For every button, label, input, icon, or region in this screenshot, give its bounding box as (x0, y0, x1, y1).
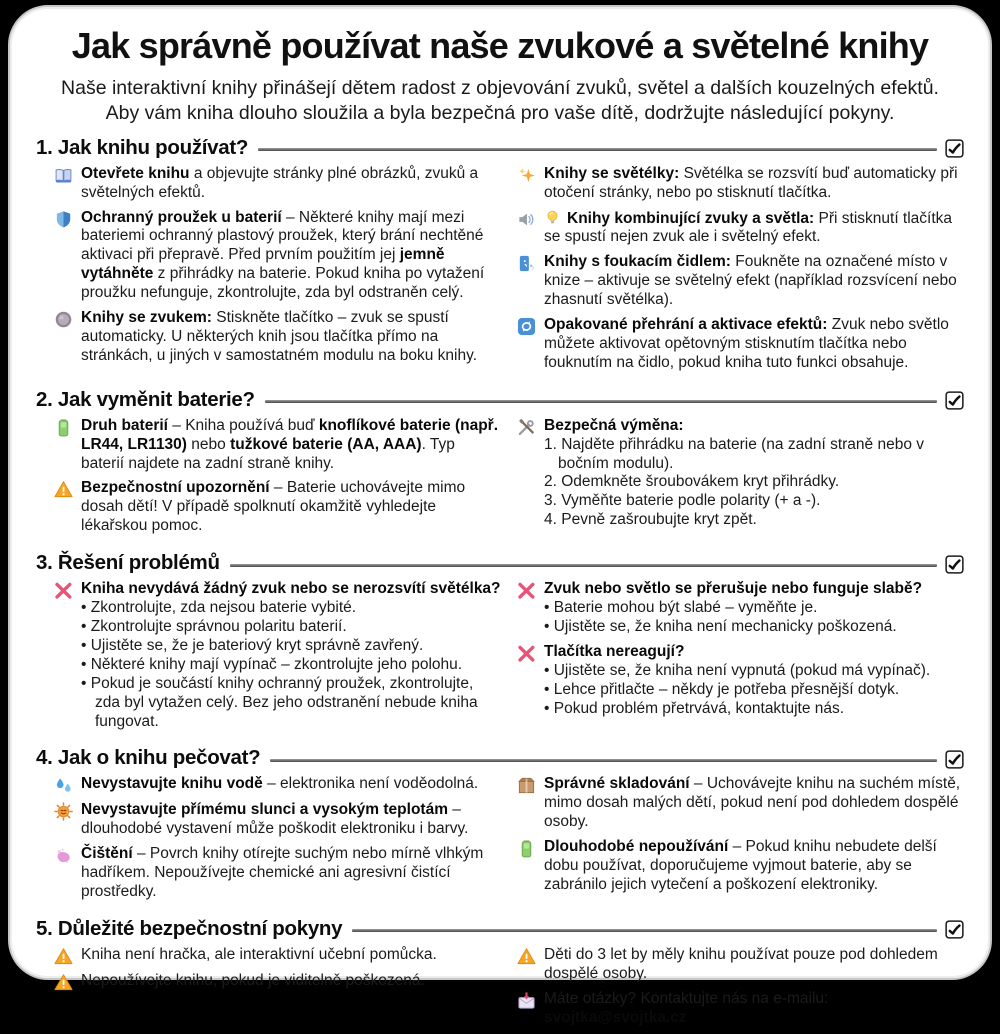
item-sub-line: • Některé knihy mají vypínač – zkontrolujte jeho polohu. (81, 655, 463, 673)
section-header (36, 551, 964, 575)
item-text (544, 316, 964, 373)
list-item (517, 946, 964, 984)
item-text-bold: Knihy se světélky: (544, 164, 680, 182)
item-text-span: – Některé knihy mají mezi bateriemi ochranný plastový proužek, který brání nechtěné aktivaci při přepravě. Před prvním použitím jej (81, 208, 484, 264)
section-rule (352, 929, 937, 932)
item-sub-line: 4. Pevně zašroubujte kryt zpět. (544, 511, 757, 529)
column-right (517, 580, 964, 737)
list-item (517, 417, 964, 530)
item-text (81, 209, 501, 304)
item-text-bold: Knihy se zvukem: (81, 309, 212, 327)
list-item (54, 309, 501, 366)
water-drops-icon (54, 775, 81, 795)
item-text-bold: Druh baterií (81, 416, 168, 434)
section-header (36, 136, 964, 160)
item-text-bold: Dlouhodobé nepoužívání (544, 838, 729, 856)
item-text-bold: Knihy s foukacím čidlem: (544, 253, 731, 271)
section-rule (258, 148, 937, 151)
item-sub-line: 3. Vyměňte baterie podle polarity (+ a -). (544, 492, 821, 510)
item-sub-line: • Pokud je součástí knihy ochranný proužek, zkontrolujte, zda byl vytažen celý. Bez jeho odstranění nebude kniha fungovat. (81, 674, 478, 730)
sparkles-icon (517, 165, 544, 203)
list-item (517, 209, 964, 248)
section-columns (36, 575, 964, 737)
section-title: 5. Důležité bezpečnostní pokyny (36, 916, 343, 940)
item-text (81, 801, 501, 839)
item-text-span: – dlouhodobé vystavení může poškodit elektroniku i barvy. (81, 801, 469, 838)
sections (36, 136, 964, 1034)
item-text-bold: Otevřete knihu (81, 164, 190, 182)
item-sub-line: 2. Odemkněte šroubovákem kryt přihrádky. (544, 473, 840, 491)
section-columns (36, 941, 964, 1034)
item-sub-line: • Ujistěte se, že kniha není mechanicky poškozená. (544, 618, 897, 635)
x-mark-icon (517, 643, 544, 719)
item-text-bold: Správné skladování (544, 775, 690, 793)
item-text-span: – Uchovávejte knihu na suchém místě, mimo dosah malých dětí, pokud není pod dohledem dospělé osoby. (544, 775, 961, 831)
section-columns (36, 770, 964, 908)
item-sub-line: • Ujistěte se, že je bateriový kryt správně zavřený. (81, 636, 424, 654)
item-text (81, 309, 501, 366)
item-text-span: – Povrch knihy otírejte suchým nebo mírně vlhkým hadříkem. Nepoužívejte chemické ani agresivní čistící prostředky. (81, 845, 484, 901)
item-text-bold: Čištění (81, 845, 133, 863)
warning-icon (54, 972, 81, 992)
page-title: Jak správně používat naše zvukové a světelné knihy (71, 25, 929, 66)
list-item (54, 580, 501, 731)
checkbox-checked-icon (945, 139, 964, 158)
item-text-bold: Zvuk nebo světlo se přerušuje nebo funguje slabě? (544, 580, 923, 598)
item-text (544, 838, 964, 895)
item-text-span: Děti do 3 let by měly knihu používat pouze pod dohledem dospělé osoby. (544, 945, 938, 982)
shield-icon (54, 209, 81, 304)
list-item (54, 417, 501, 474)
list-item (517, 580, 964, 637)
list-item (517, 316, 964, 373)
section-title: 1. Jak knihu používat? (36, 135, 249, 159)
item-text-span: Nepoužívejte knihu, pokud je viditelně poškozená. (81, 971, 425, 989)
section-header (36, 388, 964, 412)
list-item (54, 165, 501, 203)
column-left (54, 946, 501, 1034)
repeat-icon (517, 316, 544, 373)
item-text (544, 643, 964, 719)
battery-icon (54, 417, 81, 474)
item-text (81, 165, 501, 203)
list-item (517, 643, 964, 719)
section-rule (270, 759, 937, 762)
speaker-icon (517, 209, 544, 248)
item-text (544, 990, 964, 1028)
list-item (517, 253, 964, 310)
list-item (54, 801, 501, 839)
item-text (81, 580, 501, 731)
item-text-bold: Ochranný proužek u baterií (81, 208, 282, 226)
section-rule (265, 400, 937, 403)
section-columns (36, 160, 964, 379)
item-text-bold: Kniha nevydává žádný zvuk nebo se nerozsvítí světélka? (81, 580, 501, 598)
column-left (54, 775, 501, 908)
item-text-bold: tužkové baterie (AA, AAA) (230, 435, 422, 453)
checkbox-checked-icon (945, 555, 964, 574)
item-text-bold: Nevystavujte přímému slunci a vysokým teplotám (81, 801, 448, 819)
section-2 (36, 388, 964, 542)
item-text (81, 775, 501, 795)
column-right (517, 946, 964, 1034)
item-text-span: a objevujte stránky plné obrázků, zvuků a světelných efektů. (81, 164, 479, 201)
item-text (544, 253, 964, 310)
intro-text (36, 76, 964, 127)
item-text (544, 417, 964, 530)
list-item (517, 990, 964, 1028)
item-sub-line: • Zkontrolujte správnou polaritu baterií. (81, 618, 347, 635)
item-text-bold: Bezpečná výměna: (544, 416, 684, 434)
item-text-bold: Knihy kombinující zvuky a světla: (567, 209, 815, 227)
sound-button-icon (54, 309, 81, 366)
section-header (36, 746, 964, 770)
battery-icon (517, 838, 544, 895)
item-text-span: z přihrádky na baterie. Pokud kniha po vytažení proužku nefunguje, zkontrolujte, zda byl odstraněn celý. (81, 265, 485, 302)
warning-icon (517, 946, 544, 984)
item-text-span: – Pokud knihu nebudete delší dobu používat, doporučujeme vyjmout baterie, aby se zabránilo jejich vytečení a poškození elektroniky. (544, 838, 937, 893)
x-mark-icon (517, 580, 544, 637)
list-item (517, 165, 964, 203)
package-icon (517, 775, 544, 832)
blowing-sensor-icon (517, 253, 544, 310)
intro-line-2: Aby vám kniha dlouho sloužila a byla bezpečná pro vaše dítě, dodržujte následující pokyny. (105, 102, 895, 125)
section-4 (36, 746, 964, 908)
list-item (517, 838, 964, 895)
item-text-bold: Bezpečnostní upozornění (81, 479, 270, 497)
item-text (544, 580, 964, 637)
item-text (81, 479, 501, 536)
section-3 (36, 551, 964, 737)
checkbox-checked-icon (945, 920, 964, 939)
item-text-span: Kniha není hračka, ale interaktivní učební pomůcka. (81, 945, 437, 963)
column-left (54, 417, 501, 542)
soap-icon (54, 845, 81, 902)
item-text (81, 417, 501, 474)
warning-icon (54, 946, 81, 966)
list-item (517, 775, 964, 832)
tools-icon (517, 417, 544, 530)
item-sub-line: 1. Najděte přihrádku na baterie (na zadní straně nebo v bočním modulu). (544, 435, 924, 472)
item-sub-line: • Ujistěte se, že kniha není vypnutá (pokud má vypínač). (544, 661, 931, 679)
checkbox-checked-icon (945, 391, 964, 410)
item-sub-line: • Zkontrolujte, zda nejsou baterie vybité. (81, 599, 357, 617)
item-text-span: nebo (186, 435, 231, 453)
list-item (54, 209, 501, 304)
checkbox-checked-icon (945, 750, 964, 769)
item-text (81, 845, 501, 902)
section-rule (230, 564, 937, 567)
item-text-bold: svojtka@svojtka.cz (544, 1008, 687, 1026)
item-text-span: . Typ baterií najdete na zadní straně knihy. (81, 435, 455, 472)
item-text-bold: Nevystavujte knihu vodě (81, 775, 263, 793)
item-text (544, 946, 964, 984)
item-text-bold: knoflíkové baterie (např. LR44, LR1130) (81, 416, 499, 453)
item-text (544, 209, 964, 248)
item-text-span: Zvuk nebo světlo můžete aktivovat opětovným stisknutím tlačítka nebo fouknutím na čidlo, pokud kniha tuto funkci obsahuje. (544, 316, 949, 371)
item-text-span: Foukněte na označené místo v knize – aktivuje se světelný efekt (například rozsvícení nebo zhasnutí světélka). (544, 253, 957, 309)
item-text-span: Stiskněte tlačítko – zvuk se spustí automaticky. U některých knih jsou tlačítka přímo na stránkách, u jiných v samostatném modulu na boku knihy. (81, 309, 478, 364)
column-left (54, 165, 501, 379)
warning-icon (54, 479, 81, 536)
column-left (54, 580, 501, 737)
section-1 (36, 136, 964, 379)
list-item (54, 946, 501, 966)
item-text-bold: jemně vytáhněte (81, 246, 445, 283)
item-sub-line: • Pokud problém přetrvává, kontaktujte nás. (544, 699, 845, 717)
intro-line-1: Naše interaktivní knihy přinášejí dětem radost z objevování zvuků, světel a dalších kouzelných efektů. (61, 77, 939, 99)
instruction-sheet (8, 5, 992, 1026)
list-item (54, 775, 501, 795)
item-text-span: Máte otázky? Kontaktujte nás na e-mailu: (544, 989, 829, 1007)
mail-icon (517, 990, 544, 1028)
item-text-bold: Opakované přehrání a aktivace efektů: (544, 316, 828, 334)
item-sub-line: • Baterie mohou být slabé – vyměňte je. (544, 599, 818, 617)
item-text-bold: Tlačítka nereagují? (544, 642, 685, 660)
item-sub-line: • Lehce přitlačte – někdy je potřeba přesnější dotyk. (544, 680, 900, 698)
section-columns (36, 412, 964, 542)
item-text-span: – Kniha používá buď (167, 416, 319, 434)
list-item (54, 479, 501, 536)
item-text (544, 165, 964, 203)
section-title: 2. Jak vyměnit baterie? (36, 387, 255, 411)
column-right (517, 417, 964, 542)
section-title: 3. Řešení problémů (36, 551, 220, 575)
sun-icon (54, 801, 81, 839)
section-5 (36, 917, 964, 1034)
item-text-span: Světélka se rozsvítí buď automaticky při otočení stránky, nebo po stisknutí tlačítka. (544, 164, 958, 201)
item-text-span: – Baterie uchovávejte mimo dosah dětí! V případě spolknutí okamžitě vyhledejte lékařskou pomoc. (81, 479, 466, 535)
item-text (81, 972, 501, 992)
bulb-icon (544, 210, 567, 227)
x-mark-icon (54, 580, 81, 731)
column-right (517, 775, 964, 908)
item-text-span: – elektronika není voděodolná. (262, 775, 479, 793)
item-text (544, 775, 964, 832)
section-title: 4. Jak o knihu pečovat? (36, 746, 261, 770)
section-header (36, 917, 964, 941)
item-text-span: Při stisknutí tlačítka se spustí nejen zvuk ale i světelný efekt. (544, 209, 953, 246)
item-text (81, 946, 501, 966)
list-item (54, 845, 501, 902)
list-item (54, 972, 501, 992)
column-right (517, 165, 964, 379)
open-book-icon (54, 165, 81, 203)
